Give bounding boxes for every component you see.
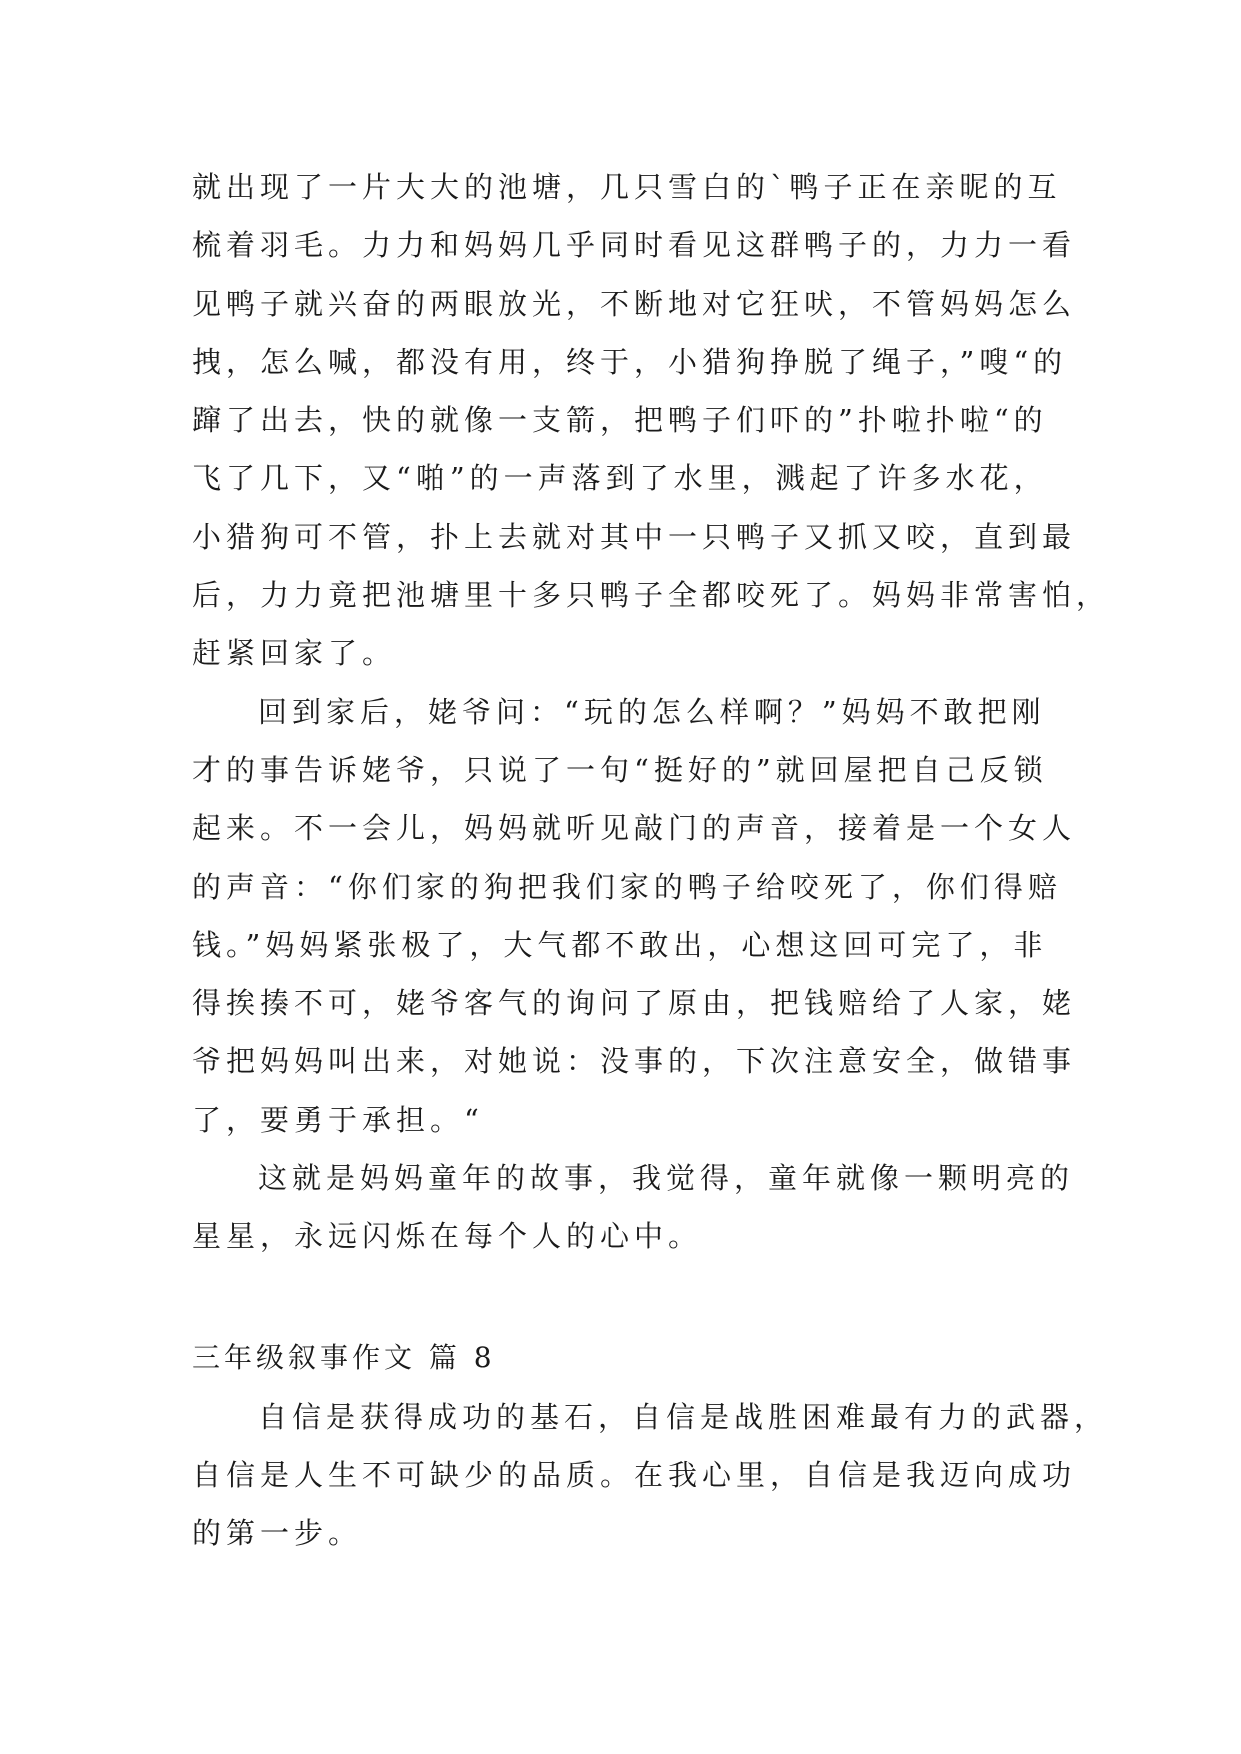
story-paragraph-home (192, 683, 1077, 1149)
text-line: 见鸭子就兴奋的两眼放光，不断地对它狂吠，不管妈妈怎么 (192, 286, 1077, 321)
section-8-paragraph (192, 1388, 1109, 1563)
text-line: 飞了几下，又“啪”的一声落到了水里，溅起了许多水花， (192, 461, 1048, 496)
text-line: 就出现了一片大大的池塘，几只雪白的`鸭子正在亲昵的互 (192, 170, 1062, 204)
text-line: 回到家后，姥爷问：“玩的怎么样啊？”妈妈不敢把刚 (258, 694, 1046, 729)
text-line: 星星，永远闪烁在每个人的心中。 (192, 1219, 703, 1254)
text-line: 的声音：“你们家的狗把我们家的鸭子给咬死了，你们得赔 (192, 869, 1062, 904)
section-heading: 三年级叙事作文 篇 8 (192, 1340, 496, 1374)
text-line: 自信是人生不可缺少的品质。在我心里，自信是我迈向成功 (192, 1457, 1077, 1492)
text-line: 得挨揍不可，姥爷客气的询问了原由，把钱赔给了人家，姥 (192, 986, 1077, 1021)
text-line: 后，力力竟把池塘里十多只鸭子全都咬死了。妈妈非常害怕， (192, 578, 1111, 613)
text-line: 小猎狗可不管，扑上去就对其中一只鸭子又抓又咬，直到最 (192, 519, 1077, 554)
text-line: 才的事告诉姥爷，只说了一句“挺好的”就回屋把自己反锁 (192, 752, 1048, 787)
story-paragraph-conclusion (192, 1149, 1075, 1266)
text-line: 爷把妈妈叫出来，对她说：没事的，下次注意安全，做错事 (192, 1044, 1077, 1079)
section-spacer (192, 1266, 1052, 1328)
text-line: 自信是获得成功的基石，自信是战胜困难最有力的武器， (258, 1399, 1109, 1434)
text-line: 赶紧回家了。 (192, 636, 397, 671)
text-line: 这就是妈妈童年的故事，我觉得，童年就像一颗明亮的 (258, 1161, 1075, 1196)
story-paragraph-pond (192, 158, 1111, 683)
document-body (192, 158, 1111, 1563)
text-line: 的第一步。 (192, 1516, 363, 1551)
text-line: 了，要勇于承担。“ (192, 1102, 484, 1137)
text-line: 钱。”妈妈紧张极了，大气都不敢出，心想这回可完了，非 (192, 927, 1048, 962)
text-line: 起来。不一会儿，妈妈就听见敲门的声音，接着是一个女人 (192, 811, 1077, 846)
text-line: 拽，怎么喊，都没有用，终于，小猎狗挣脱了绳子，”嗖“的 (192, 344, 1068, 379)
text-line: 蹿了出去，快的就像一支箭，把鸭子们吓的”扑啦扑啦“的 (192, 403, 1048, 438)
text-line: 梳着羽毛。力力和妈妈几乎同时看见这群鸭子的，力力一看 (192, 228, 1077, 263)
